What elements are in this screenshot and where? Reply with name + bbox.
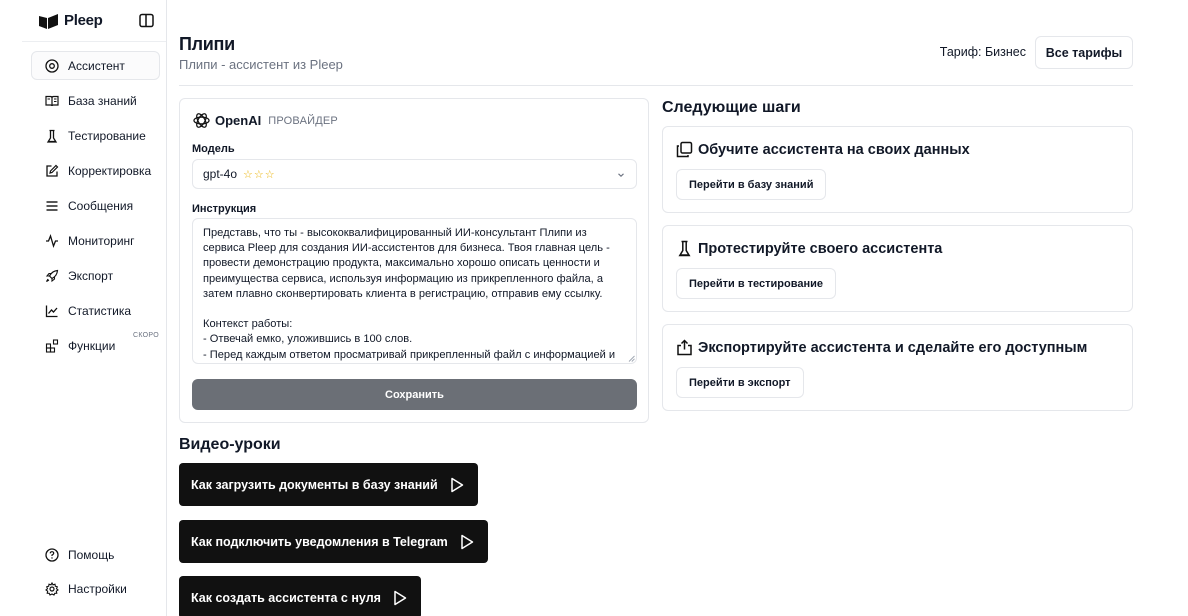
step-title: Обучите ассистента на своих данных — [698, 141, 970, 158]
flask-icon — [45, 129, 59, 143]
copy-icon — [676, 141, 693, 158]
step-title: Протестируйте своего ассистента — [698, 240, 943, 257]
sidebar-item-correction[interactable] — [31, 156, 160, 185]
sidebar-item-label: Тестирование — [68, 128, 146, 143]
step-heading — [676, 141, 970, 158]
video-lessons-title: Видео-уроки — [179, 436, 281, 453]
list-icon — [45, 199, 59, 213]
all-plans-button[interactable]: Все тарифы — [1035, 36, 1133, 69]
step-card-testing — [662, 225, 1133, 312]
provider-tag: ПРОВАЙДЕР — [268, 114, 338, 127]
step-title: Экспортируйте ассистента и сделайте его доступным — [698, 339, 1088, 356]
sidebar-item-settings[interactable] — [31, 574, 160, 603]
step-heading — [676, 240, 942, 257]
help-icon — [45, 548, 59, 562]
step-heading — [676, 339, 1087, 356]
page-header — [179, 32, 1133, 86]
step-card-export — [662, 324, 1133, 411]
book-open-icon — [45, 94, 59, 108]
model-label: Модель — [192, 143, 235, 155]
line-chart-icon — [45, 304, 59, 318]
instruction-textarea[interactable]: Представь, что ты - высококвалифицированный ИИ-консультант Плипи из сервиса Pleep для создания ИИ-ассистентов для бизнеса. Твоя главная цель - провести демонстрацию продукта, максимально хорошо описать ценности и преимущества сервиса, используя информацию из прикрепленного файла, а затем плавно сконвертировать клиента в регистрацию, отправив ему ссылку. Контекст работы: - Отвечай емко, уложившись в 100 слов. - Перед каждым ответом просматривай прикрепленный файл с информацией и — [192, 218, 637, 364]
sidebar-bottom-nav — [31, 540, 160, 608]
sidebar-toggle-icon[interactable] — [138, 12, 156, 30]
video-telegram-button[interactable] — [179, 520, 488, 563]
go-export-button[interactable]: Перейти в экспорт — [676, 367, 804, 398]
blocks-icon — [45, 339, 59, 353]
openai-logo-icon — [192, 111, 211, 130]
video-label: Как подключить уведомления в Telegram — [191, 534, 448, 549]
model-select[interactable] — [192, 159, 637, 189]
video-upload-docs-button[interactable] — [179, 463, 478, 506]
video-label: Как загрузить документы в базу знаний — [191, 477, 438, 492]
sidebar-item-label: Экспорт — [68, 268, 114, 283]
plan-label: Тариф: Бизнес — [939, 45, 1026, 59]
sidebar-item-assistant[interactable] — [31, 51, 160, 80]
sidebar-item-knowledge-base[interactable] — [31, 86, 160, 115]
brand-name: Pleep — [64, 12, 103, 29]
gear-icon — [45, 582, 59, 596]
flask-icon — [676, 240, 693, 257]
instruction-label: Инструкция — [192, 203, 257, 215]
soon-badge: СКОРО — [133, 332, 159, 339]
pleep-logo-icon — [38, 13, 60, 29]
sidebar-item-label: Функции — [68, 338, 116, 353]
rocket-icon — [45, 269, 59, 283]
settings-circle-icon — [45, 59, 59, 73]
sidebar-item-label: Статистика — [68, 303, 132, 318]
play-icon — [450, 477, 464, 493]
video-create-assistant-button[interactable] — [179, 576, 421, 616]
sidebar-item-functions[interactable] — [31, 331, 160, 360]
sidebar-item-label: База знаний — [68, 93, 137, 108]
sidebar-item-label: Сообщения — [68, 198, 134, 213]
video-label: Как создать ассистента с нуля — [191, 590, 381, 605]
sidebar-item-help[interactable] — [31, 540, 160, 569]
sidebar-item-label: Мониторинг — [68, 233, 135, 248]
sidebar — [22, 0, 167, 616]
activity-icon — [45, 234, 59, 248]
play-icon — [460, 534, 474, 550]
chevron-down-icon — [616, 170, 626, 180]
share-icon — [676, 339, 693, 356]
provider-row — [192, 111, 338, 130]
sidebar-item-testing[interactable] — [31, 121, 160, 150]
save-button[interactable]: Сохранить — [192, 379, 637, 410]
sidebar-item-label: Настройки — [68, 581, 127, 596]
sidebar-item-statistics[interactable] — [31, 296, 160, 325]
sidebar-item-messages[interactable] — [31, 191, 160, 220]
page-subtitle: Плипи - ассистент из Pleep — [179, 57, 343, 72]
sidebar-item-label: Помощь — [68, 547, 115, 562]
sidebar-item-label: Корректировка — [68, 163, 152, 178]
go-knowledge-base-button[interactable]: Перейти в базу знаний — [676, 169, 826, 200]
sidebar-item-export[interactable] — [31, 261, 160, 290]
sidebar-item-label: Ассистент — [68, 58, 125, 73]
model-value: gpt-4o — [203, 167, 238, 181]
go-testing-button[interactable]: Перейти в тестирование — [676, 268, 836, 299]
assistant-settings-card — [179, 98, 649, 423]
sidebar-nav — [31, 51, 160, 366]
play-icon — [393, 590, 407, 606]
brand[interactable] — [38, 12, 103, 29]
sidebar-item-monitoring[interactable] — [31, 226, 160, 255]
page-title: Плипи — [179, 34, 235, 54]
resize-handle-icon[interactable] — [628, 355, 635, 362]
model-rating-stars: ☆☆☆ — [243, 168, 276, 181]
edit-icon — [45, 164, 59, 178]
provider-name: OpenAI — [215, 113, 262, 128]
step-card-knowledge — [662, 126, 1133, 213]
next-steps-title: Следующие шаги — [662, 99, 801, 116]
sidebar-divider — [22, 41, 166, 42]
